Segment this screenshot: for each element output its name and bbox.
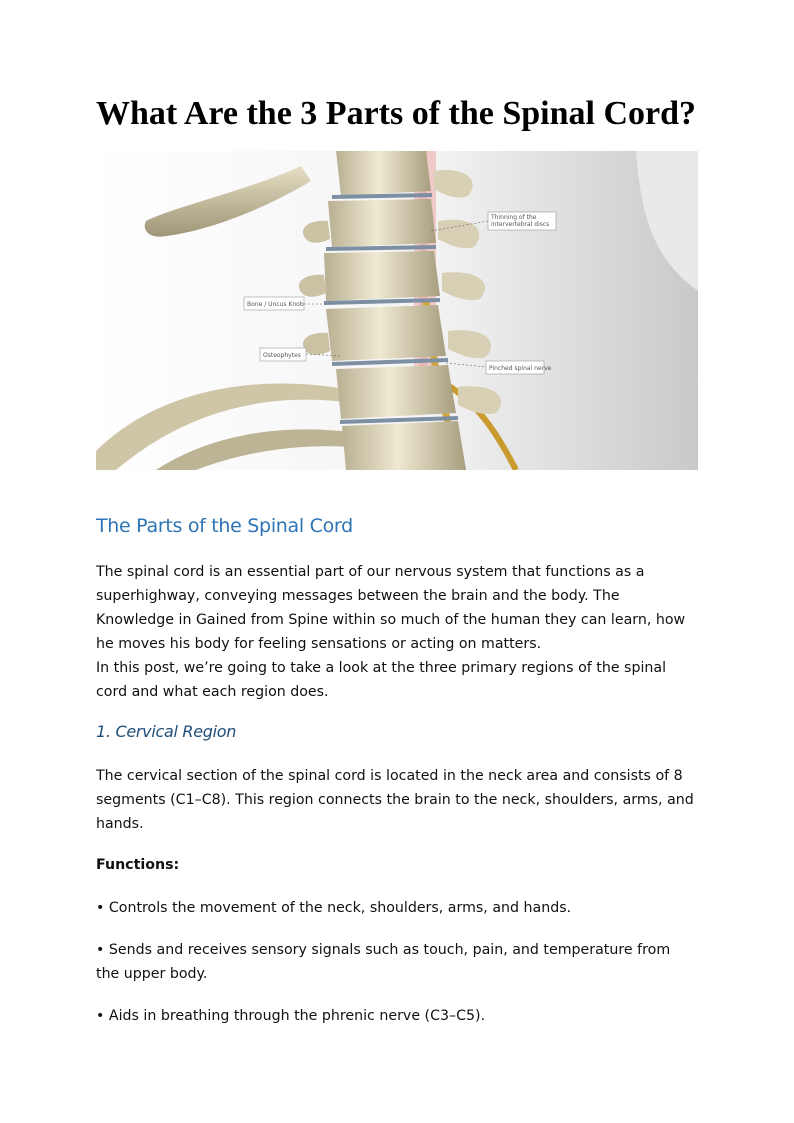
intro-paragraph: The spinal cord is an essential part of our nervous system that functions as a superhighway, conveying messages between the brain and the body. The Knowledge in Gained from Spine within so much of the human they can learn, how he moves his body for feeling sensations or acting on matters. (96, 564, 686, 652)
cervical-description: The cervical section of the spinal cord is located in the neck area and consists of 8 segments (C1–C8). This region connects the brain to the neck, shoulders, arms, and hands. (96, 768, 694, 832)
function-item: • Aids in breathing through the phrenic nerve (C3–C5). (96, 1008, 486, 1024)
svg-text:Pinched spinal nerve: Pinched spinal nerve (489, 365, 552, 372)
function-item: • Controls the movement of the neck, shoulders, arms, and hands. (96, 900, 572, 916)
svg-text:Thinning of the: Thinning of the (491, 214, 537, 221)
svg-text:Bone / Uncus Knob: Bone / Uncus Knob (247, 301, 304, 308)
cervical-region-heading: 1. Cervical Region (96, 722, 237, 741)
page-title: What Are the 3 Parts of the Spinal Cord? (96, 95, 697, 132)
function-item: • Sends and receives sensory signals such as touch, pain, and temperature from the upper body. (96, 942, 671, 982)
spine-illustration-graphic (96, 151, 698, 470)
spine-illustration (96, 151, 698, 470)
intro-paragraph-2: In this post, we’re going to take a look at the three primary regions of the spinal cord and what each region does. (96, 660, 667, 700)
svg-text:Osteophytes: Osteophytes (263, 352, 301, 359)
svg-text:intervertebral discs: intervertebral discs (491, 221, 550, 228)
section-heading: The Parts of the Spinal Cord (96, 515, 353, 537)
functions-label: Functions: (96, 857, 180, 873)
